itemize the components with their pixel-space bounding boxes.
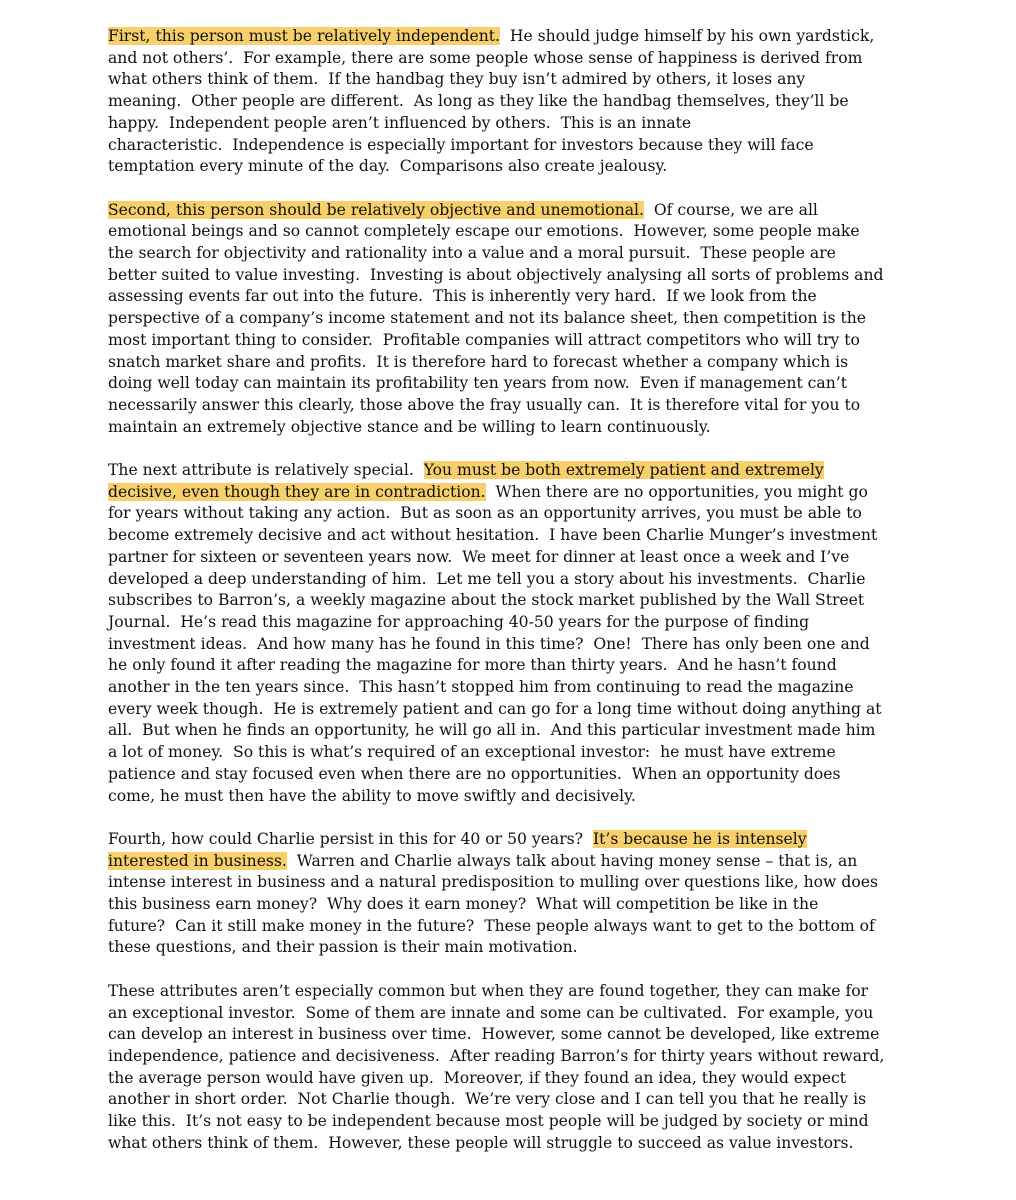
highlighted-text: decisive, even though they are in contradiction. xyxy=(108,482,486,501)
text-segment: intense interest in business and a natural predisposition to mulling over questions like, how does xyxy=(108,873,878,892)
text-line xyxy=(108,503,908,525)
text-segment: an exceptional investor. Some of them are innate and some can be cultivated. For example, you xyxy=(108,1003,874,1022)
text-line xyxy=(108,482,908,504)
text-segment: The next attribute is relatively special. xyxy=(108,461,424,480)
text-line xyxy=(108,1111,908,1133)
text-segment: perspective of a company’s income statement and not its balance sheet, then competition is the xyxy=(108,309,867,328)
text-segment: independence, patience and decisiveness. After reading Barron’s for thirty years without reward, xyxy=(108,1046,885,1065)
text-segment: These attributes aren’t especially common but when they are found together, they can make for xyxy=(108,981,869,1000)
text-line xyxy=(108,352,908,374)
text-line xyxy=(108,395,908,417)
text-segment: snatch market share and profits. It is therefore hard to forecast whether a company which is xyxy=(108,352,849,371)
document-page xyxy=(108,26,908,1176)
text-segment: temptation every minute of the day. Comparisons also create jealousy. xyxy=(108,157,668,176)
text-line xyxy=(108,720,908,742)
text-line xyxy=(108,634,908,656)
text-segment: Of course, we are all xyxy=(643,200,818,219)
text-segment: investment ideas. And how many has he found in this time? One! There has only been one and xyxy=(108,634,870,653)
text-segment: the average person would have given up. Moreover, if they found an idea, they would expect xyxy=(108,1068,847,1087)
text-segment: emotional beings and so cannot completely escape our emotions. However, some people make xyxy=(108,222,860,241)
text-segment: every week though. He is extremely patient and can go for a long time without doing anything at xyxy=(108,699,882,718)
highlighted-text: You must be both extremely patient and extremely xyxy=(423,461,824,480)
text-line xyxy=(108,525,908,547)
text-segment: subscribes to Barron’s, a weekly magazine about the stock market published by the Wall Street xyxy=(108,591,865,610)
text-line xyxy=(108,460,908,482)
paragraph-4 xyxy=(108,829,908,959)
text-segment: Fourth, how could Charlie persist in this for 40 or 50 years? xyxy=(108,829,593,848)
text-segment: When there are no opportunities, you might go xyxy=(485,482,868,501)
text-line xyxy=(108,200,908,222)
text-line xyxy=(108,156,908,178)
text-line xyxy=(108,135,908,157)
text-segment: for years without taking any action. But as soon as an opportunity arrives, you must be able to xyxy=(108,504,862,523)
paragraph-2 xyxy=(108,200,908,439)
text-line xyxy=(108,547,908,569)
text-line xyxy=(108,1024,908,1046)
text-line xyxy=(108,113,908,135)
text-segment: most important thing to consider. Profitable companies will attract competitors who will try to xyxy=(108,330,860,349)
text-segment: Warren and Charlie always talk about having money sense – that is, an xyxy=(286,851,858,870)
text-line xyxy=(108,677,908,699)
text-segment: a lot of money. So this is what’s required of an exceptional investor: he must have extreme xyxy=(108,743,836,762)
text-segment: come, he must then have the ability to move swiftly and decisively. xyxy=(108,786,636,805)
text-line xyxy=(108,330,908,352)
text-line xyxy=(108,417,908,439)
text-segment: another in short order. Not Charlie though. We’re very close and I can tell you that he really is xyxy=(108,1090,867,1109)
highlighted-text: It’s because he is intensely xyxy=(592,829,807,848)
text-segment: happy. Independent people aren’t influenced by others. This is an innate xyxy=(108,113,692,132)
text-line xyxy=(108,1046,908,1068)
highlighted-text: interested in business. xyxy=(108,851,287,870)
text-line xyxy=(108,981,908,1003)
text-segment: can develop an interest in business over time. However, some cannot be developed, like extreme xyxy=(108,1025,880,1044)
text-line xyxy=(108,69,908,91)
text-segment: future? Can it still make money in the future? These people always want to get to the bottom of xyxy=(108,916,875,935)
text-line xyxy=(108,786,908,808)
text-segment: partner for sixteen or seventeen years now. We meet for dinner at least once a week and I’ve xyxy=(108,547,850,566)
text-line xyxy=(108,265,908,287)
text-line xyxy=(108,590,908,612)
text-segment: meaning. Other people are different. As long as they like the handbag themselves, they’ll be xyxy=(108,92,849,111)
text-line xyxy=(108,916,908,938)
highlighted-text: First, this person must be relatively independent. xyxy=(108,27,500,45)
text-line xyxy=(108,243,908,265)
text-segment: become extremely decisive and act without hesitation. I have been Charlie Munger’s investment xyxy=(108,526,878,545)
text-line xyxy=(108,612,908,634)
text-line xyxy=(108,91,908,113)
text-line xyxy=(108,1089,908,1111)
text-line xyxy=(108,308,908,330)
paragraph-1 xyxy=(108,26,908,178)
text-segment: maintain an extremely objective stance and be willing to learn continuously. xyxy=(108,417,711,436)
text-line xyxy=(108,286,908,308)
text-segment: assessing events far out into the future. This is inherently very hard. If we look from the xyxy=(108,287,817,306)
text-line xyxy=(108,829,908,851)
text-line xyxy=(108,569,908,591)
text-line xyxy=(108,742,908,764)
text-segment: he only found it after reading the magazine for more than thirty years. And he hasn’t found xyxy=(108,656,837,675)
text-segment: the search for objectivity and rationality into a value and a moral pursuit. These people are xyxy=(108,244,836,263)
highlighted-text: Second, this person should be relatively objective and unemotional. xyxy=(108,200,644,219)
text-line xyxy=(108,1133,908,1155)
text-line xyxy=(108,655,908,677)
text-segment: developed a deep understanding of him. Let me tell you a story about his investments. Charlie xyxy=(108,569,866,588)
text-line xyxy=(108,373,908,395)
text-segment: patience and stay focused even when there are no opportunities. When an opportunity does xyxy=(108,764,841,783)
paragraph-3 xyxy=(108,460,908,807)
text-line xyxy=(108,894,908,916)
text-segment: what others think of them. If the handbag they buy isn’t admired by others, it loses any xyxy=(108,70,806,89)
text-segment: like this. It’s not easy to be independent because most people will be judged by society or mind xyxy=(108,1112,869,1131)
text-segment: another in the ten years since. This hasn’t stopped him from continuing to read the magazine xyxy=(108,678,854,697)
text-segment: and not others’. For example, there are some people whose sense of happiness is derived from xyxy=(108,48,863,67)
text-line xyxy=(108,221,908,243)
text-line xyxy=(108,1003,908,1025)
text-segment: these questions, and their passion is their main motivation. xyxy=(108,938,578,957)
text-segment: necessarily answer this clearly, those above the fray usually can. It is therefore vital for you to xyxy=(108,395,861,414)
text-line xyxy=(108,851,908,873)
text-line xyxy=(108,26,908,48)
text-segment: what others think of them. However, these people will struggle to succeed as value investors. xyxy=(108,1133,854,1152)
text-segment: characteristic. Independence is especially important for investors because they will face xyxy=(108,135,814,154)
text-segment: doing well today can maintain its profitability ten years from now. Even if management can’t xyxy=(108,374,847,393)
text-line xyxy=(108,764,908,786)
text-segment: this business earn money? Why does it earn money? What will competition be like in the xyxy=(108,895,819,914)
text-line xyxy=(108,1068,908,1090)
text-segment: better suited to value investing. Investing is about objectively analysing all sorts of problems and xyxy=(108,265,884,284)
text-line xyxy=(108,48,908,70)
paragraph-5 xyxy=(108,981,908,1155)
text-segment: Journal. He’s read this magazine for approaching 40-50 years for the purpose of finding xyxy=(108,612,810,631)
text-line xyxy=(108,699,908,721)
text-line xyxy=(108,872,908,894)
text-segment: all. But when he finds an opportunity, he will go all in. And this particular investment made him xyxy=(108,721,876,740)
text-line xyxy=(108,937,908,959)
text-segment: He should judge himself by his own yardstick, xyxy=(499,27,875,45)
